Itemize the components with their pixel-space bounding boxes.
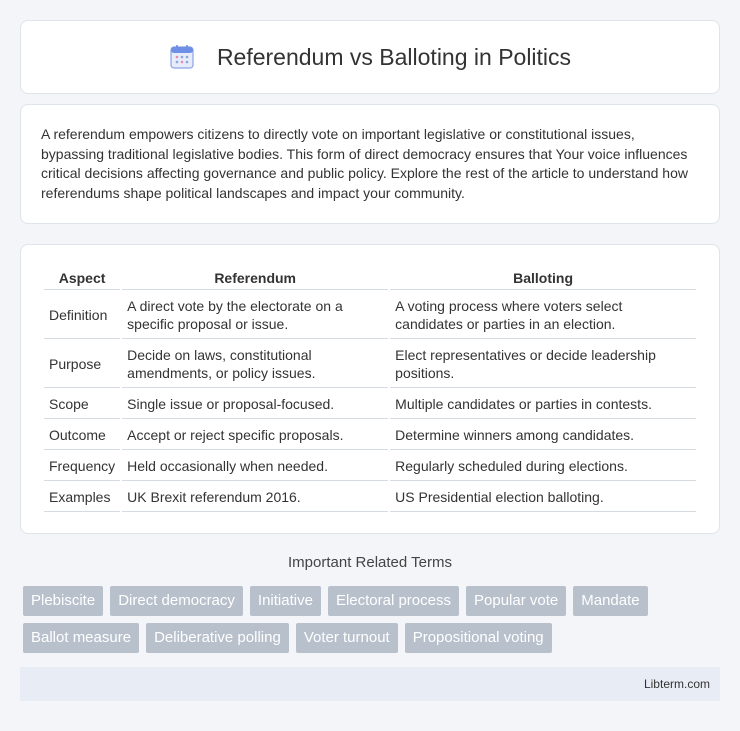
calendar-icon: [169, 44, 195, 70]
table-row: [44, 483, 696, 512]
table-row: [44, 390, 696, 419]
row-balloting: A voting process where voters select candidates or parties in an election.: [390, 292, 696, 339]
row-balloting: Determine winners among candidates.: [390, 421, 696, 450]
row-referendum: Held occasionally when needed.: [122, 452, 388, 481]
row-aspect: Definition: [44, 292, 120, 339]
related-terms-title: Important Related Terms: [288, 554, 452, 571]
comparison-table-card: [20, 244, 720, 534]
column-header-aspect: Aspect: [44, 267, 120, 290]
related-term-tag[interactable]: Deliberative polling: [146, 623, 289, 653]
row-aspect: Examples: [44, 483, 120, 512]
related-term-tag[interactable]: Electoral process: [328, 586, 459, 616]
table-row: [44, 452, 696, 481]
related-term-tag[interactable]: Voter turnout: [296, 623, 398, 653]
header-card: [20, 20, 720, 94]
row-referendum: UK Brexit referendum 2016.: [122, 483, 388, 512]
row-balloting: Elect representatives or decide leadership positions.: [390, 341, 696, 388]
table-row: [44, 421, 696, 450]
intro-text: A referendum empowers citizens to directly vote on important legislative or constitutional issues, bypassing traditional legislative bodies. This form of direct democracy ensures that Your voice influences critical decisions affecting governance and public policy. Explore the rest of the article to understand how referendums shape political landscapes and impact your community.: [41, 126, 688, 201]
row-aspect: Scope: [44, 390, 120, 419]
row-aspect: Purpose: [44, 341, 120, 388]
row-referendum: Decide on laws, constitutional amendments, or policy issues.: [122, 341, 388, 388]
table-row: [44, 341, 696, 388]
page-title: Referendum vs Balloting in Politics: [216, 43, 572, 70]
related-term-tag[interactable]: Ballot measure: [23, 623, 139, 653]
footer-site-link[interactable]: Libterm.com: [643, 677, 710, 691]
column-header-referendum: Referendum: [122, 267, 388, 290]
row-aspect: Outcome: [44, 421, 120, 450]
related-term-tag[interactable]: Initiative: [250, 586, 321, 616]
related-term-tag[interactable]: Plebiscite: [23, 586, 103, 616]
related-term-tag[interactable]: Mandate: [573, 586, 647, 616]
row-referendum: Accept or reject specific proposals.: [122, 421, 388, 450]
related-terms-list: [23, 586, 723, 660]
row-referendum: Single issue or proposal-focused.: [122, 390, 388, 419]
row-balloting: US Presidential election balloting.: [390, 483, 696, 512]
row-balloting: Multiple candidates or parties in contests.: [390, 390, 696, 419]
footer: [20, 667, 720, 701]
related-term-tag[interactable]: Propositional voting: [405, 623, 552, 653]
row-aspect: Frequency: [44, 452, 120, 481]
row-referendum: A direct vote by the electorate on a specific proposal or issue.: [122, 292, 388, 339]
comparison-table: [42, 265, 698, 514]
intro-card: [20, 104, 720, 224]
column-header-balloting: Balloting: [390, 267, 696, 290]
table-row: [44, 292, 696, 339]
table-header-row: [44, 267, 696, 290]
related-term-tag[interactable]: Direct democracy: [110, 586, 243, 616]
related-term-tag[interactable]: Popular vote: [466, 586, 566, 616]
row-balloting: Regularly scheduled during elections.: [390, 452, 696, 481]
